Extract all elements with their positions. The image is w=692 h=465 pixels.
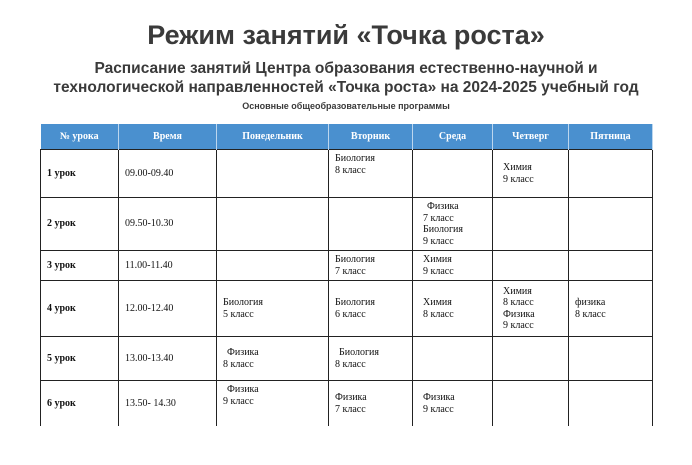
- column-header-monday: Понедельник: [217, 124, 329, 150]
- class-text: 8 класс: [335, 164, 366, 176]
- monday-cell: [217, 198, 329, 251]
- page-title: Режим занятий «Точка роста»: [147, 20, 545, 50]
- class-text: 6 класс: [335, 308, 366, 320]
- lesson-number-cell: 3 урок: [41, 251, 119, 281]
- subject-text: Биология: [335, 254, 376, 265]
- class-text: 9 класс: [423, 235, 454, 247]
- thursday-cell: [493, 198, 569, 251]
- class-text: 8 класс: [423, 308, 454, 320]
- table-header-row: [41, 124, 653, 150]
- class-text: 9 класс: [503, 320, 534, 331]
- friday-cell: [569, 150, 653, 198]
- subject-text: Химия: [503, 162, 532, 173]
- thursday-cell: [493, 150, 569, 198]
- column-header-tuesday: Вторник: [329, 124, 413, 150]
- time-cell: 13.50- 14.30: [119, 381, 217, 427]
- wednesday-cell: [413, 337, 493, 381]
- class-text: 7 класс: [423, 212, 454, 224]
- monday-cell: [217, 381, 329, 427]
- subject-text: Физика: [227, 384, 259, 395]
- subject-text: Физика: [227, 347, 259, 358]
- lesson-number-cell: 4 урок: [41, 281, 119, 337]
- thursday-cell: [493, 281, 569, 337]
- class-text: 8 класс: [223, 358, 254, 370]
- friday-cell: [569, 251, 653, 281]
- lesson-number-cell: 6 урок: [41, 381, 119, 427]
- lesson-number-cell: 5 урок: [41, 337, 119, 381]
- column-header-thursday: Четверг: [493, 124, 569, 150]
- subject-text: Биология: [339, 347, 380, 358]
- class-text: 9 класс: [423, 265, 454, 277]
- subject-text: Химия: [503, 285, 532, 297]
- wednesday-cell: [413, 251, 493, 281]
- column-header-lesson: № урока: [41, 124, 119, 150]
- lesson-number-cell: 1 урок: [41, 150, 119, 198]
- subtitle-line-2: технологической направленностей «Точка роста» на 2024-2025 учебный год: [53, 79, 639, 96]
- friday-cell: [569, 337, 653, 381]
- subject-text: Биология: [423, 224, 464, 235]
- wednesday-cell: [413, 381, 493, 427]
- wednesday-cell: [413, 198, 493, 251]
- subject-text: Химия: [423, 254, 452, 265]
- column-header-wednesday: Среда: [413, 124, 493, 150]
- class-text: 8 класс: [575, 308, 606, 320]
- table-row: [41, 337, 653, 381]
- table-row: [41, 198, 653, 251]
- wednesday-cell: [413, 281, 493, 337]
- lesson-number-cell: 2 урок: [41, 198, 119, 251]
- class-text: 9 класс: [423, 403, 454, 415]
- thursday-cell: [493, 381, 569, 427]
- table-row: [41, 381, 653, 427]
- friday-cell: [569, 281, 653, 337]
- time-cell: 11.00-11.40: [119, 251, 217, 281]
- monday-cell: [217, 281, 329, 337]
- class-text: 5 класс: [223, 308, 254, 320]
- tuesday-cell: [329, 198, 413, 251]
- class-text: 8 класс: [503, 297, 534, 308]
- schedule-table: [40, 124, 653, 426]
- thursday-cell: [493, 251, 569, 281]
- tuesday-cell: [329, 381, 413, 427]
- tuesday-cell: [329, 150, 413, 198]
- friday-cell: [569, 381, 653, 427]
- subject-text: Физика: [423, 392, 455, 403]
- table-row: [41, 251, 653, 281]
- tuesday-cell: [329, 251, 413, 281]
- page-subtitle: [0, 59, 692, 97]
- monday-cell: [217, 251, 329, 281]
- time-cell: 12.00-12.40: [119, 281, 217, 337]
- subject-text: Физика: [335, 392, 367, 403]
- table-row: [41, 150, 653, 198]
- subtitle-line-1: Расписание занятий Центра образования естественно-научной и: [94, 60, 598, 77]
- class-text: 9 класс: [503, 173, 534, 185]
- thursday-cell: [493, 337, 569, 381]
- time-cell: 09.50-10.30: [119, 198, 217, 251]
- subject-text: Биология: [335, 297, 376, 308]
- table-caption: Основные общеобразовательные программы: [242, 101, 450, 111]
- tuesday-cell: [329, 337, 413, 381]
- tuesday-cell: [329, 281, 413, 337]
- monday-cell: [217, 150, 329, 198]
- class-text: 7 класс: [335, 265, 366, 277]
- table-row: [41, 281, 653, 337]
- column-header-friday: Пятница: [569, 124, 653, 150]
- subject-text: Физика: [427, 201, 459, 212]
- subject-text: Химия: [423, 297, 452, 308]
- monday-cell: [217, 337, 329, 381]
- subject-text: физика: [575, 297, 606, 308]
- time-cell: 09.00-09.40: [119, 150, 217, 198]
- friday-cell: [569, 198, 653, 251]
- subject-text: Физика: [503, 308, 535, 320]
- column-header-time: Время: [119, 124, 217, 150]
- time-cell: 13.00-13.40: [119, 337, 217, 381]
- subject-text: Биология: [223, 297, 264, 308]
- subject-text: Биология: [335, 153, 376, 164]
- class-text: 8 класс: [335, 358, 366, 370]
- wednesday-cell: [413, 150, 493, 198]
- class-text: 7 класс: [335, 403, 366, 415]
- class-text: 9 класс: [223, 395, 254, 407]
